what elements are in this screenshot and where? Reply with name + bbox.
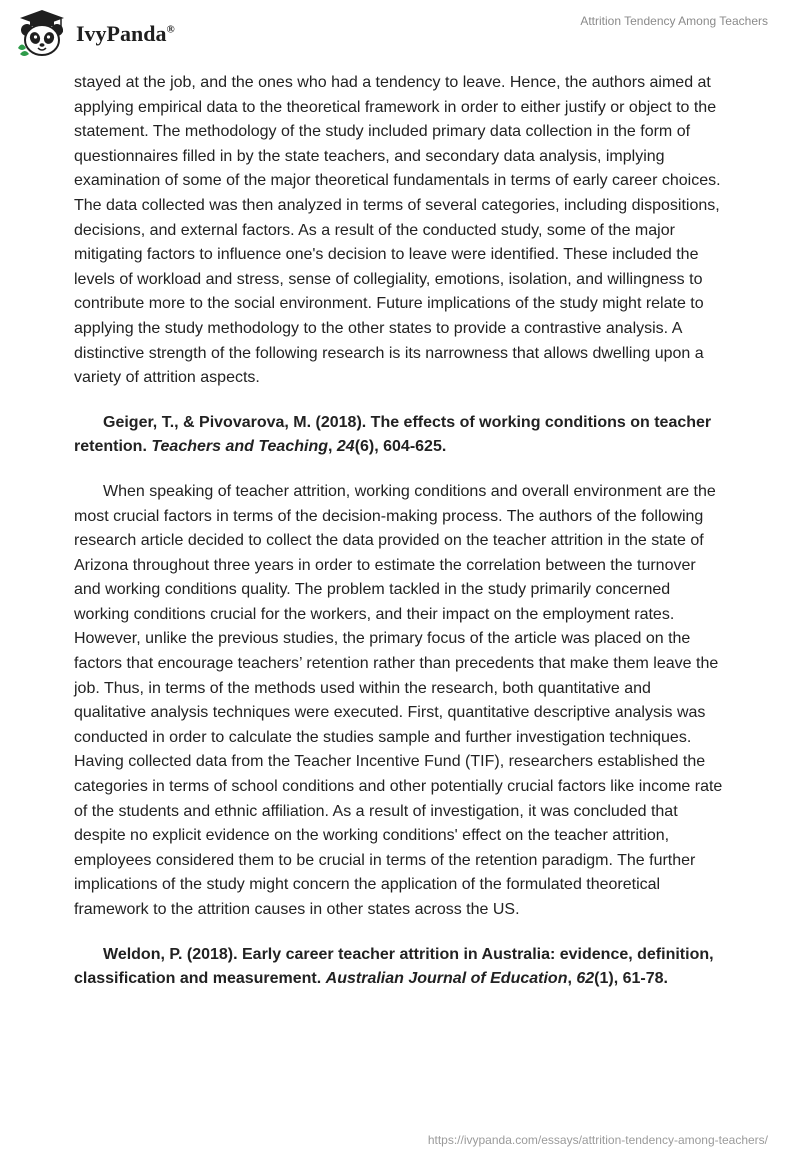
essay-content xyxy=(74,71,726,992)
panda-graduate-icon xyxy=(14,8,70,58)
brand-logo[interactable] xyxy=(14,8,175,58)
body-paragraph: stayed at the job, and the ones who had a tendency to leave. Hence, the authors aimed at applying empirical data to the theoretical framework in order to either justify or object to the statement. The methodology of the study included primary data collection in the form of questionnaires filled in by the state teachers, and secondary data analysis, implying examination of some of the major theoretical fundamentals in terms of early career choices. The data collected was then analyzed in terms of several categories, including dispositions, decisions, and external factors. As a result of the conducted study, some of the major mitigating factors to influence one's decision to leave were identified. These included the levels of workload and stress, sense of collegiality, emotions, isolation, and willingness to contribute more to the social environment. Future implications of the study might relate to applying the study methodology to the other states to provide a contrastive analysis. A distinctive strength of the following research is its narrowness that allows dwelling upon a variety of attrition aspects. xyxy=(74,74,721,387)
page-header xyxy=(0,0,800,62)
document-title: Attrition Tendency Among Teachers xyxy=(580,14,768,28)
reference-entry: Weldon, P. (2018). Early career teacher attrition in Australia: evidence, definition, classification and measurement. Australian Journal of Education, 62(1), 61-78. xyxy=(74,945,714,988)
body-paragraph: When speaking of teacher attrition, working conditions and overall environment are the most crucial factors in terms of the decision-making process. The authors of the following research article decided to collect the data provided on the teacher attrition in the state of Arizona throughout three years in order to estimate the correlation between the turnover and working conditions quality. The problem tackled in the study primarily concerned working conditions crucial for the workers, and their impact on the employment rates. However, unlike the previous studies, the primary focus of the article was placed on the factors that encourage teachers’ retention rather than precedents that make them leave the job. Thus, in terms of the methods used within the research, both quantitative and qualitative analysis techniques were executed. First, quantitative descriptive analysis was conducted in order to calculate the studies sample and further investigation techniques. Having collected data from the Teacher Incentive Fund (TIF), researchers established the categories in terms of school conditions and other potentially crucial factors like income rate of the students and ethnic affiliation. As a result of investigation, it was concluded that despite no explicit evidence on the working conditions' effect on the teacher attrition, employees considered them to be crucial in terms of the retention paradigm. The further implications of the study might concern the application of the formulated theoretical framework to the attrition causes in other states across the US. xyxy=(74,482,723,918)
journal-volume: 24 xyxy=(336,438,355,456)
source-url[interactable]: https://ivypanda.com/essays/attrition-tendency-among-teachers/ xyxy=(427,1133,768,1147)
brand-name: IvyPanda® xyxy=(76,21,175,46)
journal-title: Teachers and Teaching xyxy=(151,438,328,456)
journal-title: Australian Journal of Education xyxy=(325,970,568,988)
journal-volume: 62 xyxy=(576,970,595,988)
registered-mark: ® xyxy=(166,23,175,36)
reference-entry: Geiger, T., & Pivovarova, M. (2018). The effects of working conditions on teacher retention. Teachers and Teaching, 24(6), 604-625. xyxy=(74,413,712,456)
